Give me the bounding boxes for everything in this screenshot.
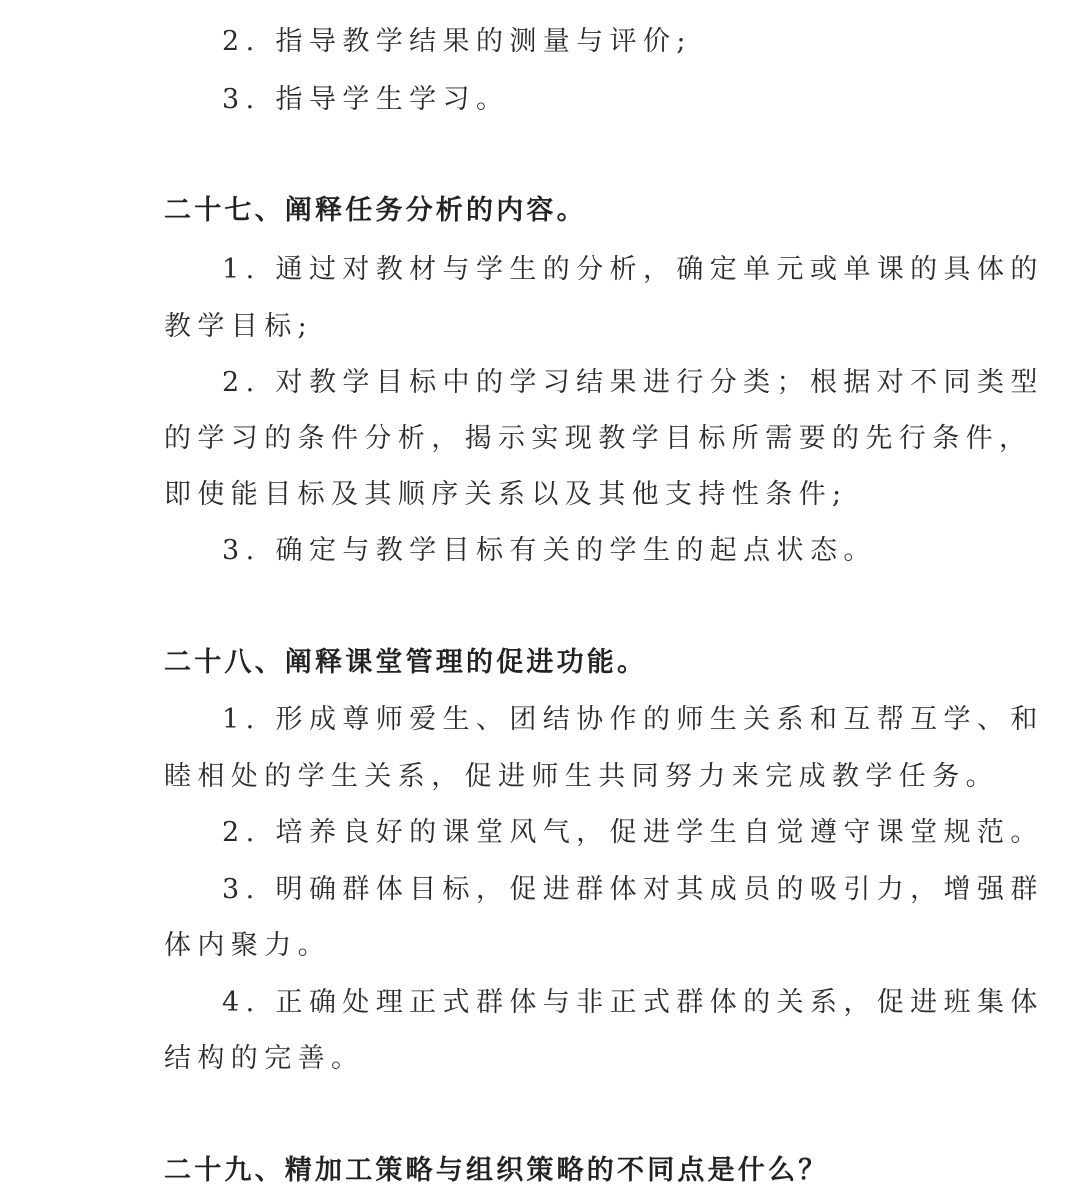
section27-item-1-line-1: 1. 通过对教材与学生的分析，确定单元或单课的具体的 (222, 254, 1044, 285)
section28-item-4-line-2: 结构的完善。 (164, 1043, 365, 1074)
section28-heading: 二十八、阐释课堂管理的促进功能。 (164, 647, 648, 678)
section28-item-1-line-2: 睦相处的学生关系，促进师生共同努力来完成教学任务。 (164, 761, 999, 792)
section28-item-4-line-1: 4. 正确处理正式群体与非正式群体的关系，促进班集体 (222, 987, 1044, 1018)
section27-item-2-line-2: 的学习的条件分析，揭示实现教学目标所需要的先行条件， (164, 423, 1033, 454)
section29-heading: 二十九、精加工策略与组织策略的不同点是什么？ (164, 1155, 829, 1186)
section27-item-1-line-2: 教学目标; (164, 311, 314, 342)
section27-item-2-line-3: 即使能目标及其顺序关系以及其他支持性条件; (164, 479, 848, 510)
section26-item-3: 3. 指导学生学习。 (222, 84, 510, 115)
section27-item-2-line-1: 2. 对教学目标中的学习结果进行分类；根据对不同类型 (222, 367, 1044, 398)
section26-item-2: 2. 指导教学结果的测量与评价; (222, 26, 692, 57)
section28-item-2: 2. 培养良好的课堂风气，促进学生自觉遵守课堂规范。 (222, 817, 1044, 848)
section27-item-3: 3. 确定与教学目标有关的学生的起点状态。 (222, 535, 877, 566)
section28-item-3-line-1: 3. 明确群体目标，促进群体对其成员的吸引力，增强群 (222, 874, 1044, 905)
section28-item-1-line-1: 1. 形成尊师爱生、团结协作的师生关系和互帮互学、和 (222, 704, 1044, 735)
section28-item-3-line-2: 体内聚力。 (164, 930, 331, 961)
section27-heading: 二十七、阐释任务分析的内容。 (164, 195, 587, 226)
